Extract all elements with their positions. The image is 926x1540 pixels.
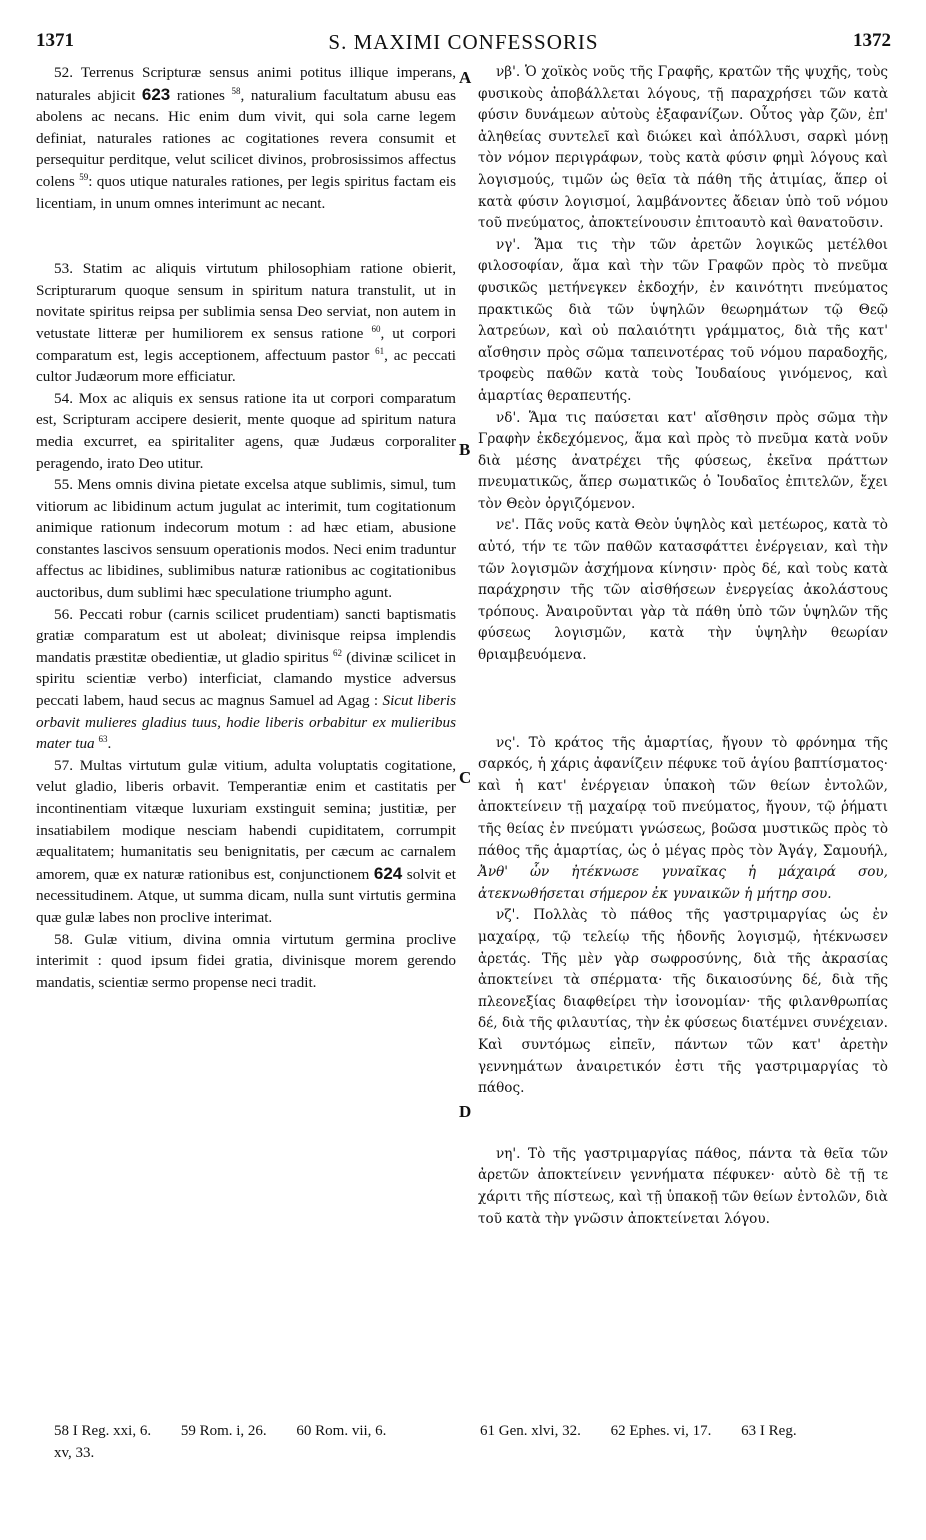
greek-paragraph-55: νε'. Πᾶς νοῦς κατὰ Θεὸν ὑψηλὸς καὶ μετέωρος, κατὰ τὸ αὐτό, τήν τε τῶν παθῶν κατασφάττει ἐνέργειαν, καὶ τὴν τῶν λογισμῶν ἀσχήμονα κίνησιν· πρὸς δέ, καὶ τοὺς κατὰ παράχρησιν τῆς τῶν αἰσθήσεων ἐνεργείας ἀκολάστους τρόπους. Ἀναιροῦνται γὰρ τὰ πάθη ὑπὸ τῶν ὑψηλῶν τῆς φύσεως λογισμῶν, κατὰ τὴν ὑψηλὴν θεωρίαν θριαμβευόμενα. [478, 517, 888, 664]
footnote: 58 I Reg. xxi, 6. [54, 1423, 152, 1439]
left-page-number: 1371 [36, 30, 74, 51]
footnote-ref: 62 [332, 647, 342, 658]
margin-letter-d: D [459, 1102, 472, 1121]
scripture-quote: Sicut liberis orbavit mulieres gladius tuus, hodie liberis orbabitur ex mulieribus mater tua [36, 692, 456, 753]
greek-column [478, 62, 888, 1230]
page-header [36, 30, 891, 60]
footnote-ref: 60 [371, 323, 381, 334]
footnote-ref: 63 [98, 734, 108, 745]
greek-paragraph-53: νγ'. Ἅμα τις τὴν τῶν ἀρετῶν λογικῶς μετέλθοι φιλοσοφίαν, ἅμα καὶ τὴν τῶν Γραφῶν πρὸς τὸ πνεῦμα φυσικῶς μετήνεγκεν ἐκδοχήν, ἐν καινότητι πνεύματος πρακτικῶς διὰ τῶν ὑψηλῶν θεωρημάτων τῷ Θεῷ λατρεύων, καὶ οὐ παλαιότητι γράμματος, διὰ τῆς κατ' αἴσθησιν πρὸς σῶμα ταπεινοτέρας τοῦ νόμου παραδοχῆς, τροφεὺς παθῶν κατὰ τοὺς Ἰουδαίους γινόμενος, καὶ ἁμαρτίας θεραπευτής. [478, 236, 888, 404]
running-title: S. MAXIMI CONFESSORIS [328, 30, 599, 54]
footnote-ref: 59 [79, 171, 89, 182]
footnote-ref: 58 [231, 85, 241, 96]
footnote: 62 Ephes. vi, 17. [610, 1423, 712, 1439]
column-marker: 623 [141, 84, 171, 104]
greek-paragraph-58: νη'. Τὸ τῆς γαστριμαργίας πάθος, πάντα τὰ θεῖα τῶν ἀρετῶν ἀποκτείνειν γεννήματα πέφυκεν· αὐτὸ δὲ τῇ τε χάριτι τῆς πίστεως, καὶ τῇ ὑπακοῇ τῶν θείων ἐντολῶν, διὰ τοῦ κατὰ τὴν γνῶσιν ἀποκτείνεται λόγου. [478, 1145, 888, 1227]
footnote: xv, 33. [54, 1445, 95, 1461]
column-marker: 624 [373, 863, 403, 883]
footnote: 61 Gen. xlvi, 32. [480, 1423, 581, 1439]
footnote-ref: 61 [375, 345, 385, 356]
footnotes-right [480, 1420, 900, 1442]
margin-letter-c: C [459, 768, 472, 787]
greek-paragraph-57: νζ'. Πολλὰς τὸ πάθος τῆς γαστριμαργίας ὡς ἐν μαχαίρᾳ, τῷ τελείῳ τῆς ἡδονῆς λογισμῷ, ἠτέκνωσεν ἀρετάς. Τῆς μὲν γὰρ σωφροσύνης, διὰ τῆς ἀκρασίας ἀποκτείνει τὰ σπέρματα· τῆς δικαιοσύνης δέ, διὰ τῆς πλεονεξίας διαφθείρει τὴν ἰσονομίαν· τῆς φιλανθρωπίας δέ, διὰ τῆς φιλαυτίας, τὴν ἐκ φύσεως διατέμνει συνέχειαν. Καὶ συντόμως εἰπεῖν, πάντων τῶν κατ' ἀρετὴν γεννημάτων ἀναιρετικόν ἐστι τῆς γαστριμαργίας τὸ πάθος. [478, 907, 888, 1097]
latin-paragraph-57: 57. Multas virtutum gulæ vitium, adulta voluptatis cogitatione, velut gladio, liberis orbavit. Temperantiæ enim et castitatis per incontinentiam vitæque luxuriam exstinguit semina; justitiæ, per insatiabilem modique nesciam habendi cupiditatem, corrumpit æqualitatem; humanitatis seu benignitatis, per cæcum ac carnalem amorem, quæ ex naturæ rationibus est, conjunctionem 624 solvit et necessitudinem. Atque, ut summa dicam, nulla sunt virtutis germina quæ gulæ labes non proclive interimat. [36, 756, 457, 926]
latin-paragraph-54: 54. Mox ac aliquis ex sensus ratione ita ut corpori comparatum est, Scripturam accipere desierit, mente quoque ad spiritum natura media excurret, ea spiritaliter agens, quæ Judæus corporaliter peragendo, irato Deo utitur. [36, 389, 456, 472]
margin-letter-a: A [459, 68, 472, 87]
latin-paragraph-55: 55. Mens omnis divina pietate excelsa atque sublimis, simul, tum vitiorum ac libidinum actum jugulat ac interimit, tum cogitationum animique rationum indecorum motum : ad hæc etiam, abusione constantes lascivos sensuum operationis modos. Neci enim traduntur affectus ac libidines, sublimibus naturæ rationibus ac cogitationibus auctoribus, dum sublimi hæc speculatione triumpho agunt. [36, 476, 456, 602]
latin-paragraph-52: 52. Terrenus Scripturæ sensus animi potitus illique imperans, naturales abjicit 623 rationes $^{58}$, naturalium facultatum abusu eas abolens ac necans. Hic enim dum vivit, qui sola carne legem definiat, naturales rationes ac cogitationes revera consumit et persequitur perditque, velut scilicet divinos, probrosissimos affectus colens $^{59}$: quos utique naturales rationes, per legis spiritus factam eis licentiam, in unum omnes interimunt ac necant. [36, 64, 457, 212]
latin-paragraph-56: 56. Peccati robur (carnis scilicet prudentiam) sancti baptismatis gratiæ comparatum est ut aboleat; divinisque reipsa implendis mandatis præstitæ obedientiæ, ut gladio spiritus $^{62}$ (divinæ scilicet in spiritu scientiæ verbo) interficiat, clamando mystice adversus peccati labem, haud secus ac magnus Samuel ad Agag : Sicut liberis orbavit mulieres gladius tuus, hodie liberis orbabitur ex mulieribus mater tua $^{63}$. [36, 605, 457, 753]
latin-column [36, 62, 456, 993]
latin-paragraph-58: 58. Gulæ vitium, divina omnia virtutum germina proclive interimit : quod ipsum fidei gratia, divinisque morem gerendo mandatis, scientiæ sermo propense neci tradit. [36, 930, 456, 991]
scripture-quote: Ἀνθ' ὧν ἠτέκνωσε γυναῖκας ἡ μάχαιρά σου, ἀτεκνωθήσεται σήμερον ἐκ γυναικῶν ἡ μήτηρ σου. [478, 864, 888, 902]
margin-letter-b: B [459, 440, 471, 459]
latin-paragraph-53: 53. Statim ac aliquis virtutum philosophiam ratione obierit, Scripturarum quoque sensum in spiritum natura transtulit, ut in novitate spiritus reipsa per sublimia sensa Deo serviat, non autem in vetustate litteræ per humiliorem ex sensus ratione $^{60}$, ut corpori comparatum est, legis acceptionem, affectuum pastor $^{61}$, ac peccati cultor Judæorum more efficiatur. [36, 260, 457, 386]
footnote: 59 Rom. i, 26. [180, 1423, 267, 1439]
greek-paragraph-52: νβ'. Ὁ χοϊκὸς νοῦς τῆς Γραφῆς, κρατῶν τῆς ψυχῆς, τοὺς φυσικοὺς ἀποβάλλεται λόγους, τῇ παραχρήσει τῶν κατὰ φύσιν δυνάμεων αὐτοὺς ἐξαφανίζων. Οὗτος γὰρ ζῶν, ἐπ' ἀληθείας συντελεῖ καὶ διώκει καὶ ἀπόλλυσι, σαρκὶ μόνῃ τὸν νόμον περιγράφων, τοὺς κατὰ φύσιν φημὶ λόγους καὶ λογισμούς, τιμῶν ὡς θεῖα τὰ πάθη τῆς ἀτιμίας, ἅπερ οἱ κατὰ φύσιν λογισμοί, λαμβάνοντες ἄδειαν ὑπὸ τοῦ νόμου τοῦ πνεύματος, ἀποκτείνουσιν ἐπιτοαυτὸ καὶ θανατοῦσιν. [478, 64, 888, 232]
footnote: 60 Rom. vii, 6. [296, 1423, 387, 1439]
footnote: 63 I Reg. [741, 1423, 797, 1439]
greek-paragraph-54: νδ'. Ἅμα τις παύσεται κατ' αἴσθησιν πρὸς σῶμα τὴν Γραφὴν ἐκδεχόμενος, ἅμα καὶ πρὸς τὸ πνεῦμα κατὰ νοῦν διὰ μέσης ἀνατρέχει τῆς φύσεως, ἐκεῖνα πράττων πνευματικῶς, ἅπερ σωματικῶς ὁ Ἰουδαῖος ἐπιτελῶν, ἔχει τὸν Θεὸν ὀργιζόμενον. [478, 409, 888, 512]
footnotes-left [54, 1420, 474, 1464]
greek-paragraph-56: νς'. Τὸ κράτος τῆς ἁμαρτίας, ἤγουν τὸ φρόνημα τῆς σαρκός, ἡ χάρις ἀφανίζειν πέφυκε τοῦ ἁγίου βαπτίσματος· καὶ ἡ κατ' ἐνέργειαν ὑπακοὴ τῶν θείων ἐντολῶν, ἀποκτείνειν τῇ μαχαίρᾳ τοῦ πνεύματος, ἤγουν, τῷ ῥήματι τῆς θείας ἐν πνεύματι γνώσεως, βοῶσα μυστικῶς πρὸς τὸ πάθος τῆς ἁμαρτίας, ὡς ὁ μέγας πρὸς τὸν Ἀγάγ, Σαμουήλ, Ἀνθ' ὧν ἠτέκνωσε γυναῖκας ἡ μάχαιρά σου, ἀτεκνωθήσεται σήμερον ἐκ γυναικῶν ἡ μήτηρ σου. [478, 734, 888, 902]
right-page-number: 1372 [853, 30, 891, 51]
